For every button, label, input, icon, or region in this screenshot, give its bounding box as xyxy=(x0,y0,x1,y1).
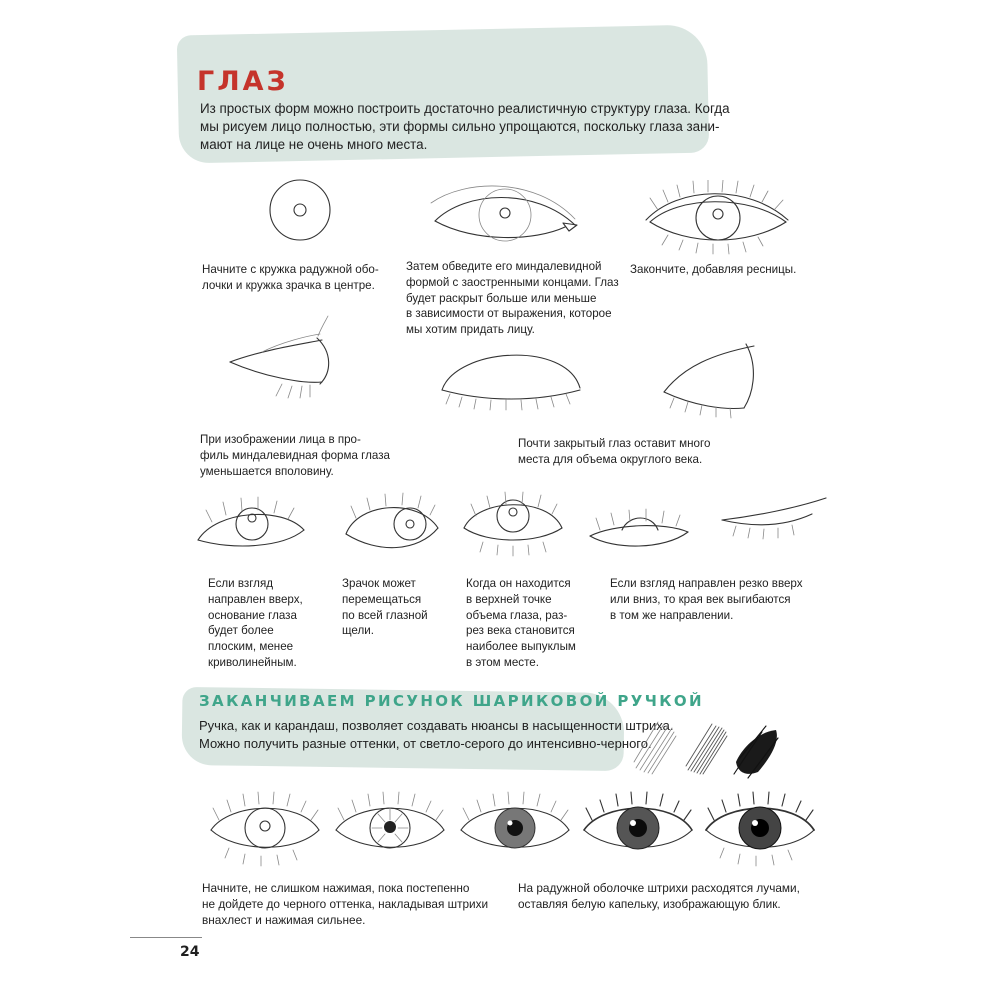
eye-sketch-look-up xyxy=(192,488,312,563)
pen-eye-stage-1 xyxy=(205,790,325,870)
caption-line: в этом месте. xyxy=(466,655,539,669)
hatch-dark xyxy=(734,726,778,778)
caption-line: внахлест и нажимая сильнее. xyxy=(202,912,366,927)
intro-line: мы рисуем лицо полностью, эти формы сильно упрощаются, поскольку глаза зани- xyxy=(200,119,720,134)
caption-line: щели. xyxy=(342,624,374,638)
caption-line: будет более xyxy=(208,624,274,638)
caption-line: или вниз, то края век выгибаются xyxy=(610,592,791,606)
intro-line: мают на лице не очень много места. xyxy=(200,137,428,152)
eye-sketch-sharp-down xyxy=(716,494,836,554)
caption-line: по всей глазной xyxy=(342,608,428,622)
caption-line: На радужной оболочке штрихи расходятся лучами, xyxy=(518,881,800,895)
caption-almond xyxy=(406,259,619,338)
caption-upper-point xyxy=(466,576,576,671)
caption-line: в зависимости от выражения, которое xyxy=(406,307,612,321)
caption-line: Если взгляд направлен резко вверх xyxy=(610,577,803,590)
caption-line: плоским, менее xyxy=(208,640,294,654)
section-title-eye: ГЛАЗ xyxy=(197,66,289,97)
section1-intro xyxy=(200,100,730,154)
caption-closed xyxy=(518,436,710,468)
intro-line: Из простых форм можно построить достаточно реалистичную структуру глаза. Когда xyxy=(200,101,730,116)
caption-sharp-look xyxy=(610,576,803,623)
caption-line: в верхней точке xyxy=(466,592,552,606)
eye-sketch-closed xyxy=(436,342,586,414)
caption-line: филь миндалевидная форма глаза xyxy=(200,448,390,462)
eye-sketch-lashes xyxy=(638,180,798,255)
caption-look-up xyxy=(208,576,303,671)
caption-line: формой с заостренными концами. Глаз xyxy=(406,275,619,289)
caption-line: При изображении лица в про- xyxy=(200,433,361,446)
eye-sketch-half-closed xyxy=(654,336,774,420)
eye-sketch-pupil-moved xyxy=(338,488,448,563)
caption-line: Если взгляд xyxy=(208,577,273,590)
eye-sketch-almond xyxy=(425,175,585,257)
caption-line: мы хотим придать лицу. xyxy=(406,323,535,337)
caption-line: уменьшается вполовину. xyxy=(200,464,334,478)
eye-sketch-iris-circles xyxy=(262,178,338,242)
caption-line: не дойдете до черного оттенка, накладывая штрихи xyxy=(202,896,489,911)
caption-line: Почти закрытый глаз оставит много xyxy=(518,437,711,450)
caption-pen-pressure xyxy=(202,881,488,928)
hatching-swatches xyxy=(630,718,790,780)
caption-lashes xyxy=(630,262,796,278)
caption-line: Затем обведите его миндалевидной xyxy=(406,260,602,273)
caption-line: Начните, не слишком нажимая, пока постепенно xyxy=(202,881,470,895)
pen-eye-stage-3 xyxy=(455,790,575,870)
intro-line: Ручка, как и карандаш, позволяет создавать нюансы в насыщенности штриха. xyxy=(199,718,674,733)
caption-line: оставляя белую капельку, изображающую блик. xyxy=(518,896,781,911)
eye-sketch-upper-point xyxy=(458,488,568,563)
page-number-rule xyxy=(130,937,202,938)
caption-line: Закончите, добавляя ресницы. xyxy=(630,263,797,276)
caption-line: рез века становится xyxy=(466,624,575,638)
caption-line: наиболее выпуклым xyxy=(466,640,576,654)
caption-line: криволинейным. xyxy=(208,655,297,669)
caption-line: перемещаться xyxy=(342,592,422,606)
hatch-light xyxy=(634,722,676,774)
caption-line: лочки и кружка зрачка в центре. xyxy=(202,278,375,292)
caption-line: основание глаза xyxy=(208,608,297,622)
pen-eye-stage-4 xyxy=(578,790,698,870)
eye-sketch-profile xyxy=(222,314,342,409)
caption-pupil-moves xyxy=(342,576,428,639)
caption-iris-rays xyxy=(518,881,800,913)
caption-line: Зрачок может xyxy=(342,577,416,590)
intro-line: Можно получить разные оттенки, от светло-серого до интенсивно-черного. xyxy=(199,736,652,751)
section-title-pen: ЗАКАНЧИВАЕМ РИСУНОК ШАРИКОВОЙ РУЧКОЙ xyxy=(199,692,705,710)
caption-line: места для объема округлого века. xyxy=(518,452,703,466)
caption-profile xyxy=(200,432,390,479)
section2-intro xyxy=(199,717,673,753)
pen-eye-stage-2 xyxy=(330,790,450,870)
caption-line: объема глаза, раз- xyxy=(466,608,568,622)
caption-iris xyxy=(202,262,379,294)
caption-line: будет раскрыт больше или меньше xyxy=(406,291,597,305)
hatch-medium xyxy=(686,724,727,774)
caption-line: Когда он находится xyxy=(466,577,571,590)
caption-line: Начните с кружка радужной обо- xyxy=(202,263,379,276)
eye-sketch-sharp-up xyxy=(584,494,694,559)
caption-line: в том же направлении. xyxy=(610,608,734,622)
pen-eye-stage-5 xyxy=(700,790,820,870)
page-number: 24 xyxy=(180,944,200,960)
caption-line: направлен вверх, xyxy=(208,592,303,606)
